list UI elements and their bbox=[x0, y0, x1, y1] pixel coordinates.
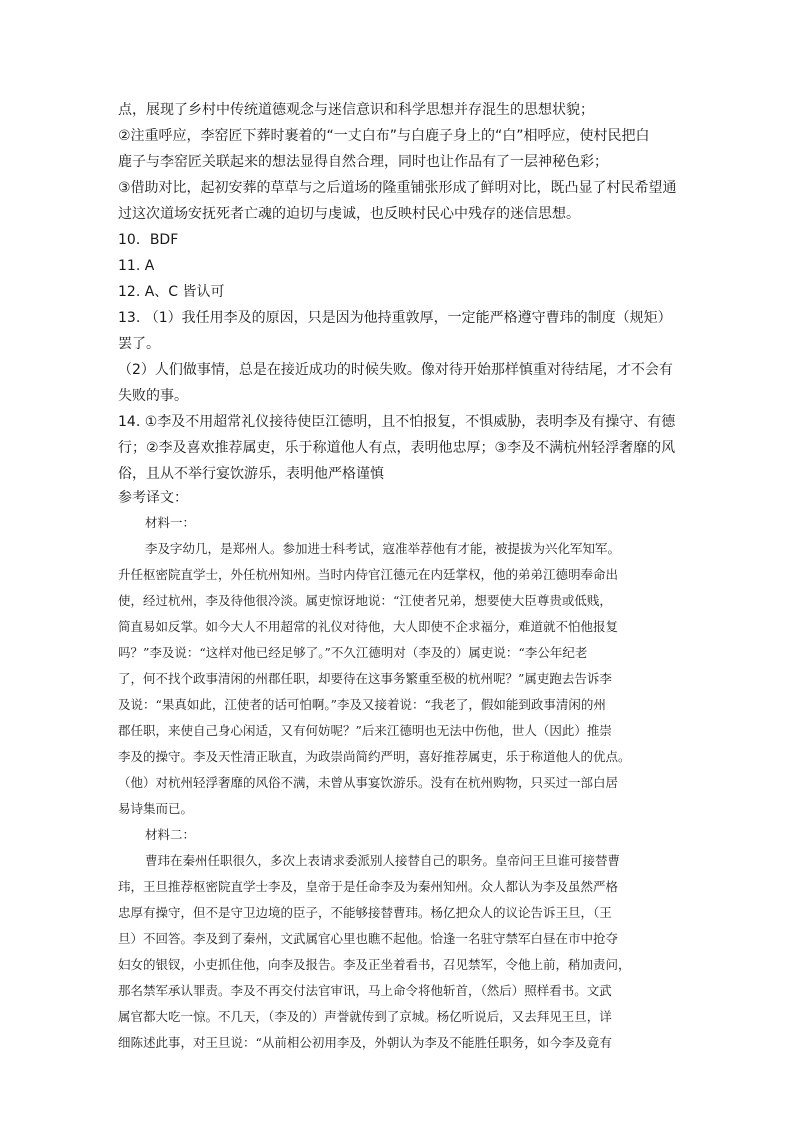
translation-line: 易诗集而已。 bbox=[118, 801, 194, 816]
translation-line: 郡任职，来使自己身心闲适，又有何妨呢？”后来江德明也无法中伤他，世人（因此）推崇 bbox=[118, 723, 612, 738]
translation-line: 李及的操守。李及天性清正耿直，为政崇尚简约严明，喜好推荐属吏，乐于称道他人的优点。 bbox=[118, 749, 631, 764]
answer-14-line: 俗，且从不举行宴饮游乐，表明他严格谨慎 bbox=[118, 466, 384, 482]
translation-line: 那名禁军承认罪责。李及不再交付法官审讯，马上命令将他斩首，（然后）照样看书。文武 bbox=[118, 983, 612, 998]
translation-line: 妇女的银钗，小吏抓住他，向李及报告。李及正坐着看书，召见禁军，令他上前，稍加责问， bbox=[118, 957, 631, 972]
answer-9-line: 鹿子与李窑匠关联起来的想法显得自然合理，同时也让作品有了一层神秘色彩； bbox=[118, 154, 608, 170]
material-2-heading: 材料二： bbox=[145, 827, 196, 842]
answer-11: 11. A bbox=[118, 258, 155, 274]
translation-line: 忠厚有操守，但不是守卫边境的臣子，不能够接替曹玮。杨亿把众人的议论告诉王旦，（王 bbox=[118, 905, 612, 920]
answer-9-line: 过这次道场安抚死者亡魂的迫切与虔诚，也反映村民心中残存的迷信思想。 bbox=[118, 206, 580, 222]
answer-12: 12. A、C 皆认可 bbox=[118, 284, 225, 300]
answer-13-line: （2）人们做事情，总是在接近成功的时候失败。像对待开始那样慎重对待结尾，才不会有 bbox=[118, 362, 673, 378]
material-1-heading: 材料一： bbox=[145, 515, 196, 530]
translation-line: 细陈述此事，对王旦说：“从前相公初用李及，外朝认为李及不能胜任职务，如今李及竟有 bbox=[118, 1035, 612, 1050]
answer-14-line: 行；②李及喜欢推荐属吏，乐于称道他人有点，表明他忠厚；③李及不满杭州轻浮奢靡的风 bbox=[118, 440, 676, 456]
translation-line: 使，经过杭州，李及待他很冷淡。属吏惊讶地说：“江使者兄弟，想要使大臣尊贵或低贱， bbox=[118, 593, 612, 608]
answer-13-line: 失败的事。 bbox=[118, 388, 188, 404]
answer-13-line: 13. （1）我任用李及的原因，只是因为他持重敦厚，一定能严格遵守曹玮的制度（规矩） bbox=[118, 310, 672, 326]
answer-14-line: 14. ①李及不用超常礼仪接待使臣江德明，且不怕报复，不惧威胁，表明李及有操守、有德 bbox=[118, 414, 676, 430]
translation-line: （他）对杭州轻浮奢靡的风俗不满，未曾从事宴饮游乐。没有在杭州购物，只买过一部白居 bbox=[118, 775, 619, 790]
translation-line: 曹玮在秦州任职很久，多次上表请求委派别人接替自己的职务。皇帝问王旦谁可接替曹 bbox=[145, 853, 621, 868]
translation-line: 李及字幼几，是郑州人。参加进士科考试，寇准举荐他有才能，被提拔为兴化军知军。 bbox=[145, 541, 621, 556]
answer-9-line: 点，展现了乡村中传统道德观念与迷信意识和科学思想并存混生的思想状貌； bbox=[118, 102, 594, 118]
translation-line: 属官都大吃一惊。不几天，（李及的）声誉就传到了京城。杨亿听说后，又去拜见王旦，详 bbox=[118, 1009, 612, 1024]
translation-line: 旦）不回答。李及到了秦州，文武属官心里也瞧不起他。恰逢一名驻守禁军白昼在市中抢夺 bbox=[118, 931, 619, 946]
answer-9-line: ③借助对比，起初安葬的草草与之后道场的隆重铺张形成了鲜明对比，既凸显了村民希望通 bbox=[118, 180, 677, 196]
translation-line: 玮，王旦推荐枢密院直学士李及，皇帝于是任命李及为秦州知州。众人都认为李及虽然严格 bbox=[118, 879, 619, 894]
translation-line: 了，何不找个政事清闲的州郡任职，却要待在这事务繁重至极的杭州呢？”属吏跑去告诉李 bbox=[118, 671, 612, 686]
translation-line: 吗？”李及说：“这样对他已经足够了。”不久江德明对（李及的）属吏说：“李公年纪老 bbox=[118, 645, 588, 660]
answer-9-line: ②注重呼应，李窑匠下葬时裹着的“一丈白布”与白鹿子身上的“白”相呼应，使村民把白 bbox=[118, 128, 650, 144]
translation-line: 简直易如反掌。如今大人不用超常的礼仪对待他，大人即使不企求福分，难道就不怕他报复 bbox=[118, 619, 619, 634]
translation-heading: 参考译文： bbox=[118, 490, 188, 506]
translation-line: 升任枢密院直学士，外任杭州知州。当时内侍官江德元在内廷掌权，他的弟弟江德明奉命出 bbox=[118, 567, 619, 582]
answer-13-line: 罢了。 bbox=[118, 336, 160, 352]
answer-10: 10．BDF bbox=[118, 232, 179, 248]
translation-line: 及说：“果真如此，江使者的话可怕啊。”李及又接着说：“我老了，假如能到政事清闲的州 bbox=[118, 697, 606, 712]
